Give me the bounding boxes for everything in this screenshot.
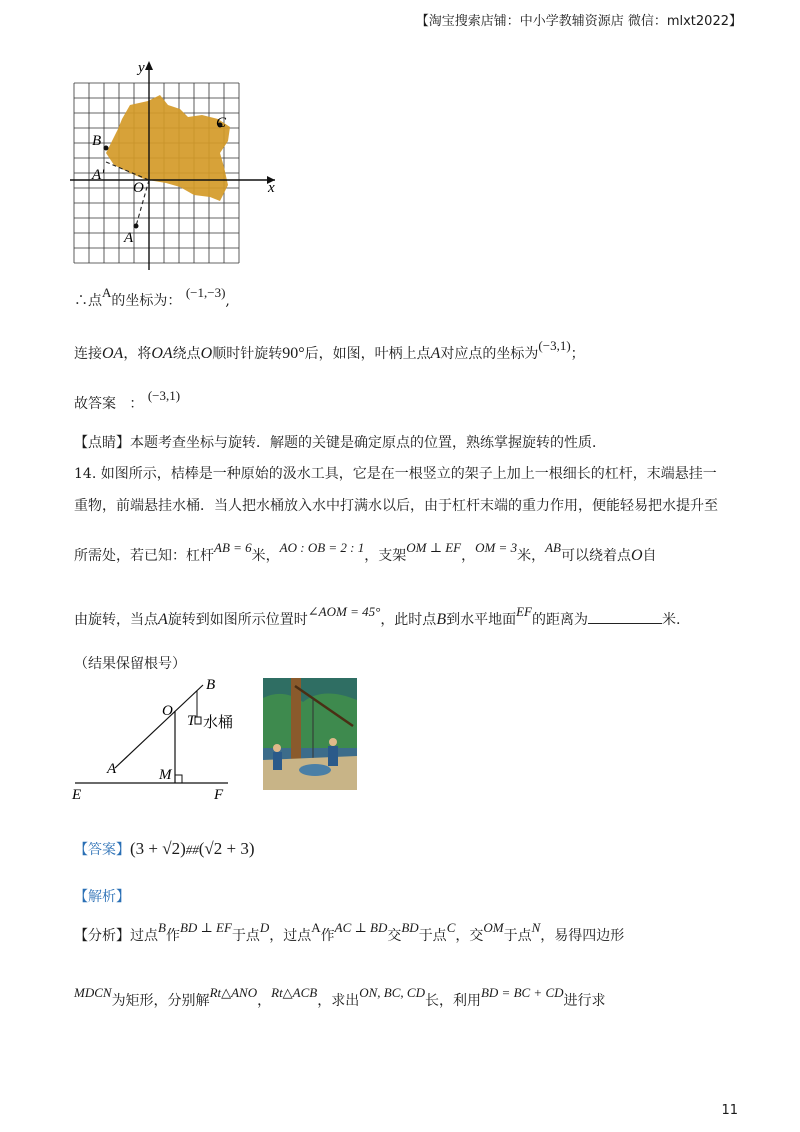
answer-blank xyxy=(588,611,662,624)
q14-line3: 所需处，若已知：杠杆AB = 6米，AO : OB = 2 : 1，支架OM ⊥ EF，OM = 3米，AB可以绕着点O自 xyxy=(74,540,657,564)
label-e: E xyxy=(72,787,82,803)
point-b xyxy=(104,146,109,151)
right-angle-mark xyxy=(175,775,182,783)
q14-line2: 重物，前端悬挂水桶．当人把水桶放入水中打满水以后，由于杠杆末端的重力作用，便能轻易把水提升至 xyxy=(74,498,718,514)
label-o2: O xyxy=(162,703,173,719)
q14-note: （结果保留根号） xyxy=(74,656,186,672)
line-coord-a: ∴点A的坐标为： (−1,−3), xyxy=(74,285,230,309)
label-m: M xyxy=(159,767,172,783)
answer-tag: 【答案】 xyxy=(74,842,130,858)
label-a: A xyxy=(124,230,134,246)
lever-figure xyxy=(70,675,240,805)
leaf-coordinate-figure xyxy=(70,55,285,275)
label-t: T xyxy=(187,713,196,729)
fenxi-line: 【分析】过点B作BD ⊥ EF于点D，过点A作AC ⊥ BD交BD于点C，交OM于点N，易得四边形 xyxy=(74,920,625,944)
page-header: 【淘宝搜索店铺：中小学教辅资源店 微信：mlxt2022】 xyxy=(415,14,742,29)
bucket-shape xyxy=(195,717,201,724)
last-line: MDCN为矩形，分别解Rt△ANO，Rt△ACB，求出ON, BC, CD长，利用BD = BC + CD进行求 xyxy=(74,985,606,1009)
person-left xyxy=(273,752,282,770)
q14-line1: 14. 如图所示，桔棒是一种原始的汲水工具，它是在一根竖立的架子上加上一根细长的杠杆，末端悬挂一 xyxy=(74,466,717,482)
well xyxy=(299,764,331,776)
x-label: x xyxy=(268,180,275,196)
y-label: y xyxy=(138,60,145,76)
label-b: B xyxy=(92,133,102,149)
line-dianjing: 【点睛】本题考查坐标与旋转．解题的关键是确定原点的位置，熟练掌握旋转的性质． xyxy=(74,435,606,451)
label-b2: B xyxy=(206,677,216,693)
q14-line4: 由旋转，当点A旋转到如图所示位置时∠AOM = 45°，此时点B到水平地面EF的距离为 米. xyxy=(74,604,681,628)
analysis-tag: 【解析】 xyxy=(74,889,130,905)
label-o: O xyxy=(133,180,144,196)
answer-line: 【答案】(3 + √2)##(√2 + 3) xyxy=(74,839,255,858)
tree-trunk xyxy=(291,678,301,768)
label-a1: A' xyxy=(92,167,105,183)
person-right xyxy=(328,746,338,766)
shadoof-illustration xyxy=(263,678,357,790)
label-f: F xyxy=(214,787,224,803)
point-a xyxy=(134,224,139,229)
line-rotation: 连接OA，将OA绕点O顺时针旋转90°后，如图，叶柄上点A对应点的坐标为(−3,1)； xyxy=(74,338,585,362)
label-a2: A xyxy=(107,761,117,777)
label-bucket: 水桶 xyxy=(203,713,234,731)
line-answer-prev: 故答案 ： (−3,1) xyxy=(74,388,181,412)
page-number: 11 xyxy=(721,1103,738,1118)
label-c: C xyxy=(216,115,227,131)
leaf-shape xyxy=(106,95,230,201)
y-axis-arrow xyxy=(145,61,153,70)
